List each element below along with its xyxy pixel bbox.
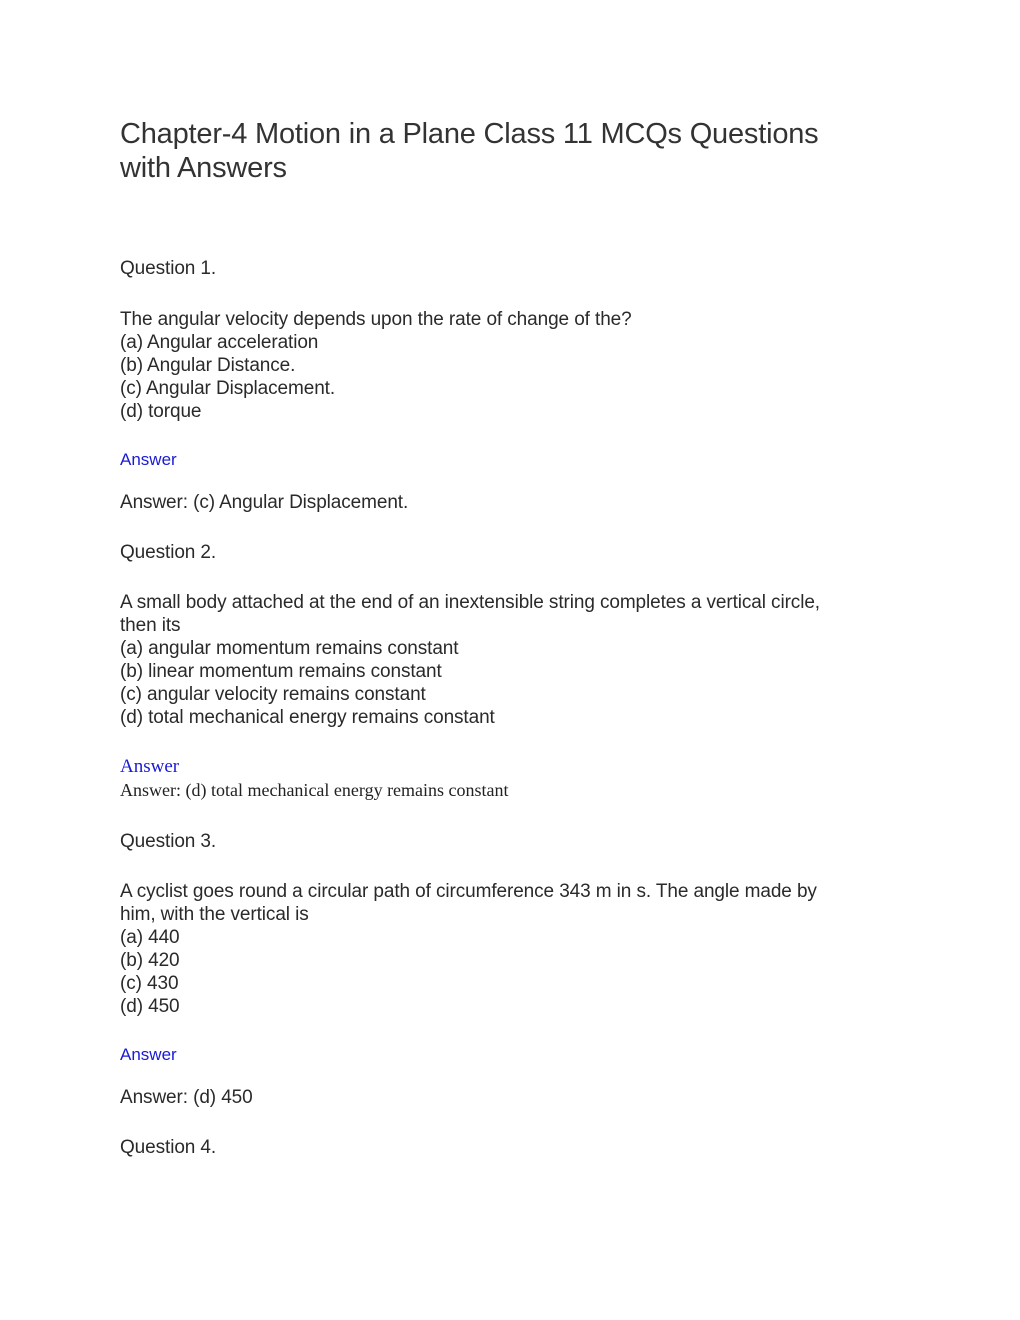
question-1-text: The angular velocity depends upon the rate of change of the?	[120, 309, 632, 330]
question-2-option-d: (d) total mechanical energy remains constant	[120, 707, 495, 728]
page-title-line-1: Chapter-4 Motion in a Plane Class 11 MCQs Questions	[120, 118, 819, 150]
question-3-option-c: (c) 430	[120, 973, 179, 994]
question-2-answer: Answer: (d) total mechanical energy remains constant	[120, 780, 509, 800]
question-1-option-b: (b) Angular Distance.	[120, 355, 296, 376]
question-3-text-line-2: him, with the vertical is	[120, 904, 309, 925]
question-1-option-d: (d) torque	[120, 401, 202, 422]
question-3-heading: Question 3.	[120, 831, 217, 852]
question-3-option-b: (b) 420	[120, 950, 180, 971]
question-2-option-c: (c) angular velocity remains constant	[120, 684, 426, 705]
question-4-heading: Question 4.	[120, 1137, 217, 1158]
question-3-option-a: (a) 440	[120, 927, 180, 948]
question-3-text-line-1: A cyclist goes round a circular path of circumference 343 m in s. The angle made by	[120, 881, 817, 902]
question-2-option-a: (a) angular momentum remains constant	[120, 638, 459, 659]
question-1-answer: Answer: (c) Angular Displacement.	[120, 492, 409, 513]
question-3-answer: Answer: (d) 450	[120, 1087, 253, 1108]
question-2-text-line-1: A small body attached at the end of an inextensible string completes a vertical circle,	[120, 592, 820, 613]
question-2-text-line-2: then its	[120, 615, 181, 636]
page-title-line-2: with Answers	[120, 152, 287, 184]
question-1-heading: Question 1.	[120, 258, 217, 279]
question-1-answer-link[interactable]: Answer	[120, 450, 177, 469]
question-1-option-c: (c) Angular Displacement.	[120, 378, 336, 399]
question-2-option-b: (b) linear momentum remains constant	[120, 661, 442, 682]
question-2-answer-link[interactable]: Answer	[120, 756, 180, 777]
question-2-heading: Question 2.	[120, 542, 217, 563]
question-1-option-a: (a) Angular acceleration	[120, 332, 319, 353]
page-title	[120, 117, 900, 185]
question-3-answer-link[interactable]: Answer	[120, 1045, 177, 1064]
question-3-option-d: (d) 450	[120, 996, 180, 1017]
